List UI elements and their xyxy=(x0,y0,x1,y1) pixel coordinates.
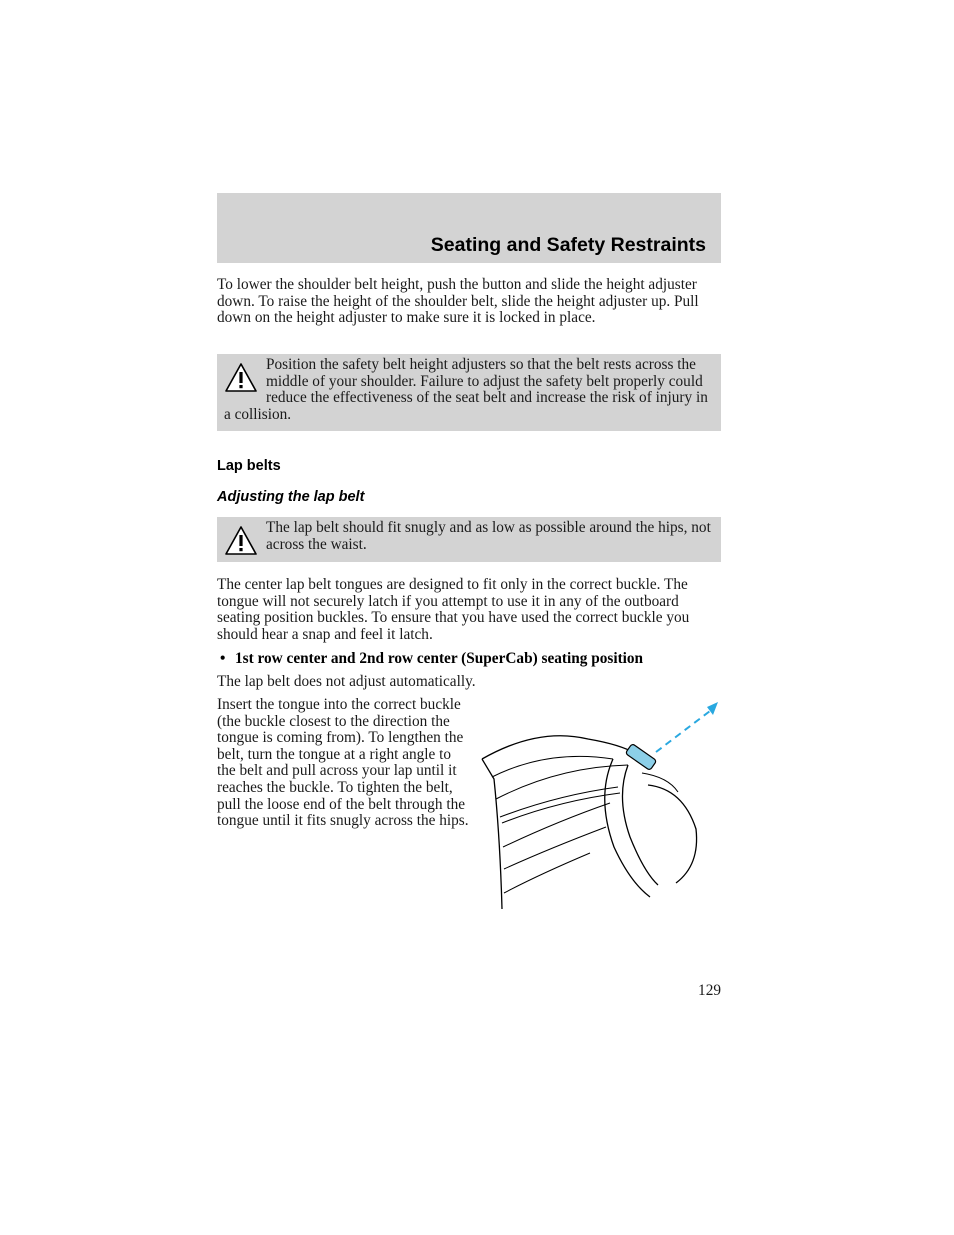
warning-box-height-adjuster xyxy=(217,354,721,431)
paragraph-no-auto-adjust: The lap belt does not adjust automatically. xyxy=(217,673,476,690)
warning-text: The lap belt should fit snugly and as low as possible around the hips, not across the waist. xyxy=(266,519,711,553)
heading-adjusting-lap-belt: Adjusting the lap belt xyxy=(217,489,365,505)
warning-box-lap-belt xyxy=(217,517,721,562)
paragraph-shoulder-belt: To lower the shoulder belt height, push the button and slide the height adjuster down. To raise the height of the shoulder belt, slide the height adjuster up. Pull down on the height adjuster to make sure it is locked in place. xyxy=(217,276,699,327)
warning-triangle-icon xyxy=(224,361,258,395)
lap-belt-illustration xyxy=(478,697,723,912)
section-header xyxy=(217,193,721,263)
warning-triangle-icon xyxy=(224,524,258,558)
manual-page xyxy=(217,0,721,1235)
paragraph-insert-tongue: Insert the tongue into the correct buckle (the buckle closest to the direction the tongue is coming from). To lengthen the belt, turn the tongue at a right angle to the belt and pull across your lap until it reaches the buckle. To tighten the belt, pull the loose end of the belt through the tongue until it fits snugly across the hips. xyxy=(217,696,469,830)
bullet-text: 1st row center and 2nd row center (SuperCab) seating position xyxy=(235,650,644,667)
section-title: Seating and Safety Restraints xyxy=(430,234,706,256)
bullet-marker: • xyxy=(220,650,226,667)
bullet-item xyxy=(217,650,721,668)
heading-lap-belts: Lap belts xyxy=(217,458,281,474)
warning-text: Position the safety belt height adjusters so that the belt rests across the middle of your shoulder. Failure to adjust the safety belt properly could reduce the effectiveness of the seat belt and increase the risk of injury in a collision. xyxy=(224,356,708,423)
paragraph-center-tongues: The center lap belt tongues are designed to fit only in the correct buckle. The tongue will not securely latch if you attempt to use it in any of the outboard seating position buckles. To ensure that you have used the correct buckle you should hear a snap and feel it latch. xyxy=(217,576,690,643)
page-number: 129 xyxy=(698,982,721,999)
